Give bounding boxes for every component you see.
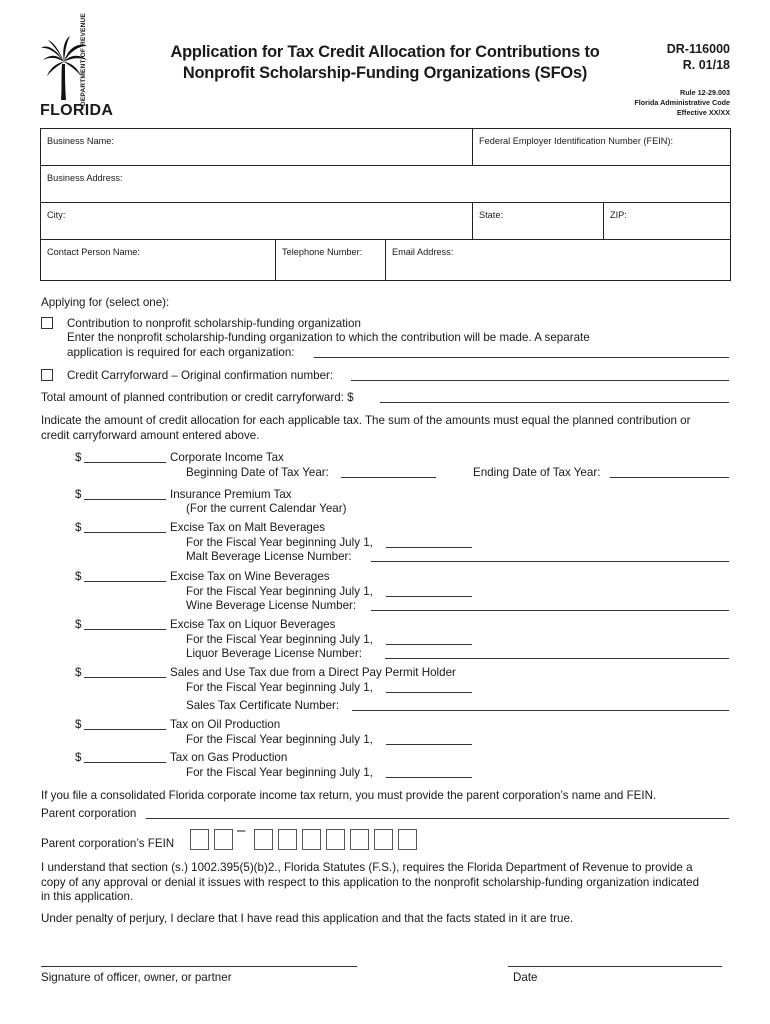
fein-digit-box[interactable] [190,829,209,850]
city-label: City: [47,210,66,220]
corp-begin-label: Beginning Date of Tax Year: [186,466,329,479]
logo-agency-text: DEPARTMENT OF REVENUE [80,13,87,106]
corp-begin-line[interactable] [341,477,436,478]
parent-corp-line[interactable] [146,818,729,819]
zip-label: ZIP: [610,210,627,220]
form-title-line1: Application for Tax Credit Allocation for Contributions to [170,43,600,61]
logo-state-text: FLORIDA [40,102,114,119]
signature-label: Signature of officer, owner, or partner [41,971,232,984]
sales-cert-line[interactable] [352,710,729,711]
telephone-label: Telephone Number: [282,247,363,257]
telephone-field[interactable] [275,239,386,281]
liquor-fy-label: For the Fiscal Year beginning July 1, [186,633,373,646]
liquor-license-label: Liquor Beverage License Number: [186,647,362,660]
signature-line[interactable] [41,966,357,967]
fein-digit-box[interactable] [278,829,297,850]
gas-amount-line[interactable] [84,762,166,763]
admin-code: Florida Administrative Code [634,98,730,107]
malt-license-label: Malt Beverage License Number: [186,550,352,563]
wine-fy-line[interactable] [386,596,472,597]
malt-fy-label: For the Fiscal Year beginning July 1, [186,536,373,549]
contribution-instruction: Enter the nonprofit scholarship-funding organization to which the contribution will be made. A separate [67,331,590,344]
malt-amount-line[interactable] [84,532,166,533]
zip-field[interactable] [603,202,731,240]
liquor-license-line[interactable] [385,658,729,659]
gas-tax-title: Tax on Gas Production [170,751,288,764]
business-name-field[interactable] [40,128,473,166]
business-address-label: Business Address: [47,173,123,183]
sales-amount-line[interactable] [84,677,166,678]
consolidated-note: If you file a consolidated Florida corporate income tax return, you must provide the parent corporation’s name and FEIN. [41,789,657,802]
form-revision: R. 01/18 [682,58,730,72]
wine-license-label: Wine Beverage License Number: [186,599,357,612]
gas-fy-label: For the Fiscal Year beginning July 1, [186,766,373,779]
ins-amount-line[interactable] [84,499,166,500]
date-line[interactable] [508,966,722,967]
email-field[interactable] [385,239,731,281]
form-title-line2: Nonprofit Scholarship-Funding Organizations (SFOs) [182,64,588,82]
liquor-amount-line[interactable] [84,629,166,630]
florida-dor-logo [40,13,114,120]
liquor-dollar-sign: $ [75,618,82,631]
total-amount-label: Total amount of planned contribution or credit carryforward: $ [41,391,354,404]
fein-dash: – [237,822,246,839]
ins-tax-title: Insurance Premium Tax [170,488,292,501]
form-number: DR-116000 [666,42,730,56]
date-label: Date [513,971,538,984]
oil-dollar-sign: $ [75,718,82,731]
business-name-label: Business Name: [47,136,114,146]
fein-digit-box[interactable] [254,829,273,850]
oil-fy-line[interactable] [386,744,472,745]
contribution-checkbox[interactable] [41,317,53,329]
corp-tax-title: Corporate Income Tax [170,451,284,464]
carryforward-checkbox[interactable] [41,369,53,381]
statement-line1: I understand that section (s.) 1002.395(5)(b)2., Florida Statutes (F.S.), requires the Florida Department of Revenue to provide a [41,861,693,874]
malt-dollar-sign: $ [75,521,82,534]
confirmation-number-line[interactable] [351,380,729,381]
wine-dollar-sign: $ [75,570,82,583]
indicate-text-line1: Indicate the amount of credit allocation for each applicable tax. The sum of the amounts must equal the planned contribution or [41,414,691,427]
separate-application-label: application is required for each organization: [67,346,295,359]
sales-dollar-sign: $ [75,666,82,679]
sales-cert-label: Sales Tax Certificate Number: [186,699,340,712]
contact-person-label: Contact Person Name: [47,247,140,257]
fein-digit-box[interactable] [214,829,233,850]
fein-label: Federal Employer Identification Number (FEIN): [479,136,674,146]
ins-tax-subtitle: (For the current Calendar Year) [186,502,347,515]
rule-number: Rule 12-29.003 [680,88,730,97]
sales-fy-line[interactable] [386,692,472,693]
wine-tax-title: Excise Tax on Wine Beverages [170,570,330,583]
gas-dollar-sign: $ [75,751,82,764]
total-amount-line[interactable] [380,402,729,403]
applying-heading: Applying for (select one): [41,296,170,309]
fein-digit-box[interactable] [326,829,345,850]
state-label: State: [479,210,504,220]
city-field[interactable] [40,202,473,240]
wine-fy-label: For the Fiscal Year beginning July 1, [186,585,373,598]
oil-fy-label: For the Fiscal Year beginning July 1, [186,733,373,746]
carryforward-option-label: Credit Carryforward – Original confirmation number: [67,369,334,382]
fein-digit-box[interactable] [374,829,393,850]
corp-end-label: Ending Date of Tax Year: [473,466,601,479]
state-field[interactable] [472,202,604,240]
wine-license-line[interactable] [371,610,729,611]
fein-digit-box[interactable] [398,829,417,850]
corp-dollar-sign: $ [75,451,82,464]
fein-digit-box[interactable] [350,829,369,850]
perjury-statement: Under penalty of perjury, I declare that I have read this application and that the facts stated in it are true. [41,912,574,925]
corp-amount-line[interactable] [84,462,166,463]
sales-tax-title: Sales and Use Tax due from a Direct Pay Permit Holder [170,666,456,679]
malt-fy-line[interactable] [386,547,472,548]
oil-tax-title: Tax on Oil Production [170,718,281,731]
fein-digit-box[interactable] [302,829,321,850]
fein-field[interactable] [472,128,731,166]
corp-end-line[interactable] [610,477,729,478]
liquor-tax-title: Excise Tax on Liquor Beverages [170,618,336,631]
gas-fy-line[interactable] [386,777,472,778]
wine-amount-line[interactable] [84,581,166,582]
malt-license-line[interactable] [371,561,729,562]
parent-fein-label: Parent corporation’s FEIN [41,837,175,850]
contact-person-field[interactable] [40,239,276,281]
organization-name-line[interactable] [314,357,729,358]
statement-line2: copy of any approval or denial it issues with respect to this application to the nonprofit scholarship-funding organization indicated [41,876,700,889]
business-address-field[interactable] [40,165,731,203]
ins-dollar-sign: $ [75,488,82,501]
effective-date: Effective XX/XX [676,108,730,117]
email-label: Email Address: [392,247,454,257]
parent-corp-label: Parent corporation [41,807,137,820]
sales-fy-label: For the Fiscal Year beginning July 1, [186,681,373,694]
statement-line3: in this application. [41,890,134,903]
malt-tax-title: Excise Tax on Malt Beverages [170,521,326,534]
contribution-option-label: Contribution to nonprofit scholarship-funding organization [67,317,361,330]
liquor-fy-line[interactable] [386,644,472,645]
indicate-text-line2: credit carryforward amount entered above. [41,429,260,442]
oil-amount-line[interactable] [84,729,166,730]
